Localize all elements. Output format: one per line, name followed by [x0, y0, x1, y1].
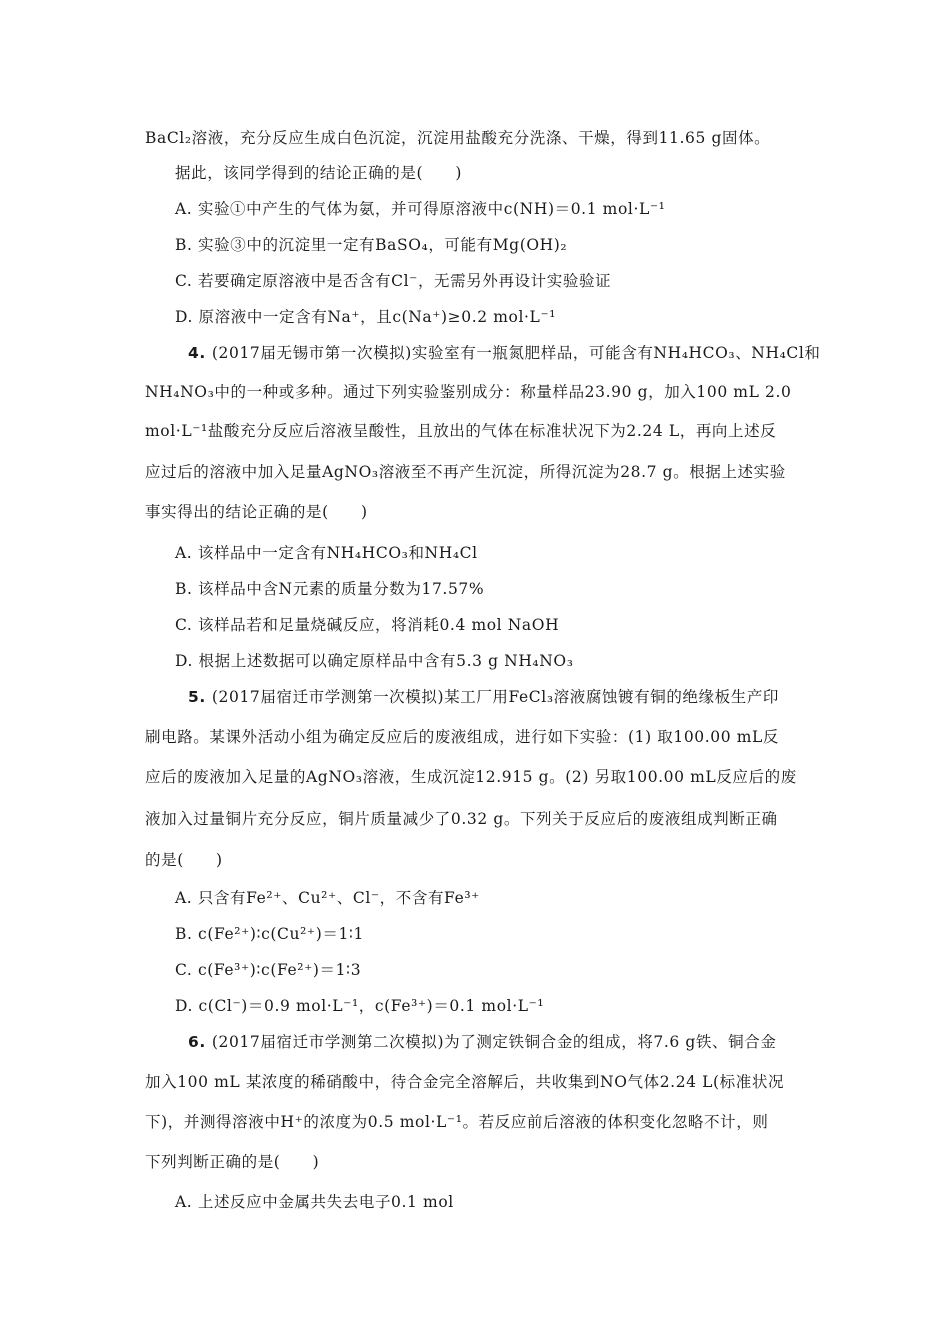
text-line: 的是( ) [145, 851, 223, 869]
option-b: B. 该样品中含N元素的质量分数为17.57% [175, 580, 485, 598]
option-d: D. 原溶液中一定含有Na⁺，且c(Na⁺)≥0.2 mol·L⁻¹ [175, 308, 557, 326]
option-a: A. 实验①中产生的气体为氨，并可得原溶液中c(NH)＝0.1 mol·L⁻¹ [175, 200, 666, 218]
text-line: 据此，该同学得到的结论正确的是( ) [175, 164, 462, 182]
text-line: 加入100 mL 某浓度的稀硝酸中，待合金完全溶解后，共收集到NO气体2.24 L(标准状况 [145, 1073, 785, 1091]
text-line: NH₄NO₃中的一种或多种。通过下列实验鉴别成分：称量样品23.90 g，加入100 mL 2.0 [145, 383, 792, 401]
question-number: 6. [188, 1033, 206, 1051]
text-line: 刷电路。某课外活动小组为确定反应后的废液组成，进行如下实验：(1) 取100.00 mL反 [145, 728, 780, 746]
option-a: A. 只含有Fe²⁺、Cu²⁺、Cl⁻，不含有Fe³⁺ [175, 889, 480, 907]
option-d: D. c(Cl⁻)＝0.9 mol·L⁻¹，c(Fe³⁺)＝0.1 mol·L⁻¹ [175, 997, 545, 1015]
question-5-stem: 5. (2017届宿迁市学测第一次模拟)某工厂用FeCl₃溶液腐蚀镀有铜的绝缘板生产印 [188, 688, 780, 706]
option-b: B. c(Fe²⁺)∶c(Cu²⁺)＝1∶1 [175, 925, 364, 943]
option-c: C. c(Fe³⁺)∶c(Fe²⁺)＝1∶3 [175, 961, 362, 979]
text-line: 事实得出的结论正确的是( ) [145, 503, 368, 521]
question-6-stem: 6. (2017届宿迁市学测第二次模拟)为了测定铁铜合金的组成，将7.6 g铁、铜合金 [188, 1033, 777, 1051]
text-line: 应后的废液加入足量的AgNO₃溶液，生成沉淀12.915 g。(2) 另取100.00 mL反应后的废 [145, 768, 797, 786]
question-number: 5. [188, 688, 206, 706]
option-a: A. 上述反应中金属共失去电子0.1 mol [175, 1193, 454, 1211]
text-line: 液加入过量铜片充分反应，铜片质量减少了0.32 g。下列关于反应后的废液组成判断正确 [145, 810, 778, 828]
option-a: A. 该样品中一定含有NH₄HCO₃和NH₄Cl [175, 544, 478, 562]
option-d: D. 根据上述数据可以确定原样品中含有5.3 g NH₄NO₃ [175, 652, 574, 670]
text-line: 下)，并测得溶液中H⁺的浓度为0.5 mol·L⁻¹。若反应前后溶液的体积变化忽略不计，则 [145, 1113, 769, 1131]
text-line: 应过后的溶液中加入足量AgNO₃溶液至不再产生沉淀，所得沉淀为28.7 g。根据上述实验 [145, 463, 786, 481]
question-4-stem: 4. (2017届无锡市第一次模拟)实验室有一瓶氮肥样品，可能含有NH₄HCO₃、NH₄Cl和 [188, 344, 821, 362]
text-line: BaCl₂溶液，充分反应生成白色沉淀，沉淀用盐酸充分洗涤、干燥，得到11.65 g固体。 [145, 129, 771, 147]
text-line: mol·L⁻¹盐酸充分反应后溶液呈酸性，且放出的气体在标准状况下为2.24 L，再向上述反 [145, 422, 777, 440]
question-number: 4. [188, 344, 206, 362]
option-c: C. 该样品若和足量烧碱反应，将消耗0.4 mol NaOH [175, 616, 560, 634]
text-line: 下列判断正确的是( ) [145, 1153, 320, 1171]
option-b: B. 实验③中的沉淀里一定有BaSO₄，可能有Mg(OH)₂ [175, 236, 568, 254]
option-c: C. 若要确定原溶液中是否含有Cl⁻，无需另外再设计实验验证 [175, 272, 612, 290]
